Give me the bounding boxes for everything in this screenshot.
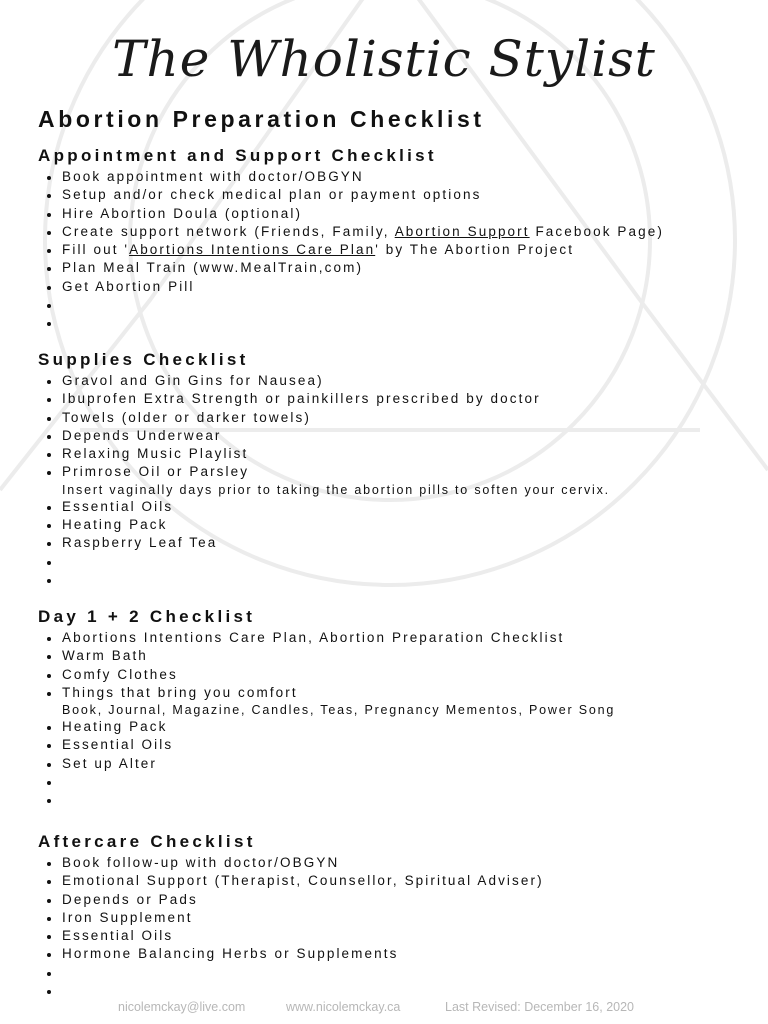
empty-list-item (38, 773, 758, 791)
list-item: Hormone Balancing Herbs or Supplements (38, 945, 758, 963)
footer-revised-date: Last Revised: December 16, 2020 (445, 1000, 634, 1014)
empty-list-item (38, 553, 758, 571)
section-heading: Appointment and Support Checklist (38, 146, 437, 165)
section-aftercare (38, 832, 758, 1000)
list-item: Ibuprofen Extra Strength or painkillers prescribed by doctor (38, 390, 758, 408)
empty-list-item (38, 964, 758, 982)
footer-website[interactable]: www.nicolemckay.ca (286, 1000, 401, 1014)
list-item: Abortions Intentions Care Plan, Abortion Preparation Checklist (38, 629, 758, 647)
list-item: Depends Underwear (38, 427, 758, 445)
list-item-text: Fill out ' (62, 242, 130, 258)
section-heading: Day 1 + 2 Checklist (38, 607, 256, 626)
list-item: Iron Supplement (38, 909, 758, 927)
list-item: Comfy Clothes (38, 666, 758, 684)
list-item: Relaxing Music Playlist (38, 445, 758, 463)
list-item: Essential Oils (38, 498, 758, 516)
empty-list-item (38, 296, 758, 314)
list-item: Book appointment with doctor/OBGYN (38, 168, 758, 186)
brand-logo (0, 18, 768, 100)
list-item: Heating Pack (38, 516, 758, 534)
list-item-text: ' by The Abortion Project (375, 242, 575, 258)
list-item: Heating Pack (38, 718, 758, 736)
empty-list-item (38, 314, 758, 332)
svg-text:The Wholistic Stylist: The Wholistic Stylist (112, 30, 656, 88)
list-item: Emotional Support (Therapist, Counsellor, Spiritual Adviser) (38, 872, 758, 890)
list-item: Raspberry Leaf Tea (38, 534, 758, 552)
list-item: Hire Abortion Doula (optional) (38, 205, 758, 223)
section-heading: Supplies Checklist (38, 350, 249, 369)
list-item: Essential Oils (38, 927, 758, 945)
list-item: Plan Meal Train (www.MealTrain,com) (38, 259, 758, 277)
list-item (38, 241, 758, 259)
empty-list-item (38, 571, 758, 589)
list-item-note: Book, Journal, Magazine, Candles, Teas, Pregnancy Mementos, Power Song (62, 703, 616, 718)
section-day-1-2 (38, 607, 758, 810)
section-heading: Aftercare Checklist (38, 832, 256, 851)
list-item: Depends or Pads (38, 891, 758, 909)
list-item: Things that bring you comfort (38, 684, 758, 702)
list-item-text: Facebook Page) (529, 223, 664, 239)
list-item: Towels (older or darker towels) (38, 409, 758, 427)
list-item: Setup and/or check medical plan or payment options (38, 186, 758, 204)
list-item: Gravol and Gin Gins for Nausea) (38, 372, 758, 390)
list-item-note: Insert vaginally days prior to taking the abortion pills to soften your cervix. (62, 482, 610, 497)
checklist (38, 168, 758, 333)
abortion-support-link[interactable]: Abortion Support (394, 223, 530, 239)
list-item-text: Create support network (Friends, Family, (62, 223, 395, 239)
checklist (38, 854, 758, 1000)
checklist (38, 372, 758, 589)
list-item: Get Abortion Pill (38, 278, 758, 296)
list-item: Book follow-up with doctor/OBGYN (38, 854, 758, 872)
section-supplies (38, 350, 758, 589)
checklist (38, 629, 758, 810)
list-item: Set up Alter (38, 755, 758, 773)
list-item: Warm Bath (38, 647, 758, 665)
list-item: Primrose Oil or Parsley (38, 463, 758, 481)
list-item: Essential Oils (38, 736, 758, 754)
footer-email[interactable]: nicolemckay@live.com (118, 1000, 246, 1014)
section-appointment (38, 146, 758, 333)
empty-list-item (38, 982, 758, 1000)
list-item (38, 223, 758, 241)
document-title: Abortion Preparation Checklist (38, 106, 485, 132)
empty-list-item (38, 791, 758, 809)
care-plan-link[interactable]: Abortions Intentions Care Plan (129, 242, 376, 258)
